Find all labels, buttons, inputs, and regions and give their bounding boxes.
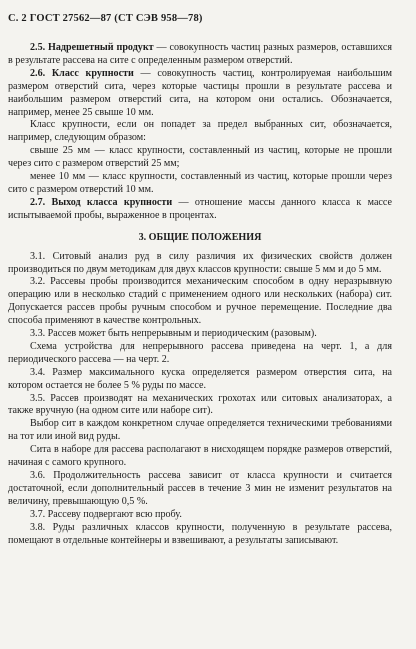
clause-3-1: 3.1. Ситовый анализ руд в силу различия их физических свойств должен производиться по двум методикам для двух классов крупности: свыше 5 мм и до 5 мм. — [8, 250, 392, 275]
clause-2-7 — [8, 197, 392, 223]
definition-2-7: — отношение массы данного класса к массе испытываемой пробы, выраженное в процентах. — [8, 196, 392, 221]
clause-3-2: 3.2. Рассевы пробы производится механическим способом в одну неразрывную операцию или в несколько стадий с применением одного или нескольких (набора) сит. Допускается рассев пробы ручным способом и ручное перемещение. Последние два способа применяют в качестве контрольных. — [8, 276, 392, 327]
clause-3-5: 3.5. Рассев производят на механических грохотах или ситовых анализаторах, а также вручную (на одном сите или наборе сит). — [8, 392, 392, 417]
clause-2-5 — [8, 42, 392, 68]
section-heading: 3. ОБЩИЕ ПОЛОЖЕНИЯ — [138, 231, 262, 243]
term-2-6: 2.6. Класс крупности — [30, 67, 134, 79]
page-header: С. 2 ГОСТ 27562—87 (СТ СЭВ 958—78) — [8, 13, 203, 24]
term-2-7: 2.7. Выход класса крупности — [30, 196, 173, 208]
clause-3-3-continued: Схема устройства для непрерывного рассева приведена на черт. 1, а для периодического рассева — на черт. 2. — [8, 340, 392, 365]
definition-2-5: — совокупность частиц разных размеров, оставшихся в результате рассева на сите с определенным размером отверстий. — [8, 42, 393, 66]
clause-3-8: 3.8. Руды различных классов крупности, полученную в результате рассева, помещают в отдельные контейнеры и взвешивают, а результаты записывают. — [8, 521, 392, 546]
clause-3-6: 3.6. Продолжительность рассева зависит от класса крупности и считается достаточной, если дополнительный рассев в течение 3 мин не изменит результатов на величину, превышающую 0,5 %. — [8, 470, 392, 507]
clause-2-6-under: менее 10 мм — класс крупности, составленный из частиц, которые прошли через сито с размером отверстий 10 мм. — [8, 171, 392, 195]
clause-3-7: 3.7. Рассеву подвергают всю пробу. — [30, 508, 182, 520]
clause-3-5-continued: Выбор сит в каждом конкретном случае определяется техническими требованиями на тот или иной вид руды. — [8, 418, 392, 443]
clause-2-6-over: свыше 25 мм — класс крупности, составленный из частиц, которые не прошли через сито с размером отверстий 25 мм; — [8, 145, 392, 170]
clause-2-6-continued: Класс крупности, если он попадет за предел выбранных сит, обозначается, например, следующим образом: — [8, 119, 392, 144]
document-body — [8, 42, 392, 547]
clause-3-4: 3.4. Размер максимального куска определяется размером отверстия сита, на котором остается не более 5 % руды по массе. — [8, 366, 392, 391]
clause-2-6 — [8, 68, 392, 120]
definition-2-6: — совокупность частиц, контролируемая наибольшим размером отверстий сита, через которые частицы прошли в результате рассева и наибольшим размером отверстий сита, на котором они остались. Обозначается, например, менее 25 свыше 10 мм. — [8, 67, 393, 118]
clause-3-3: 3.3. Рассев может быть непрерывным и периодическим (разовым). — [30, 328, 317, 340]
term-2-5: 2.5. Надрешетный продукт — [30, 42, 154, 53]
clause-3-5-continued-2: Сита в наборе для рассева располагают в нисходящем порядке размеров отверстий, начиная с самого крупного. — [8, 444, 392, 469]
